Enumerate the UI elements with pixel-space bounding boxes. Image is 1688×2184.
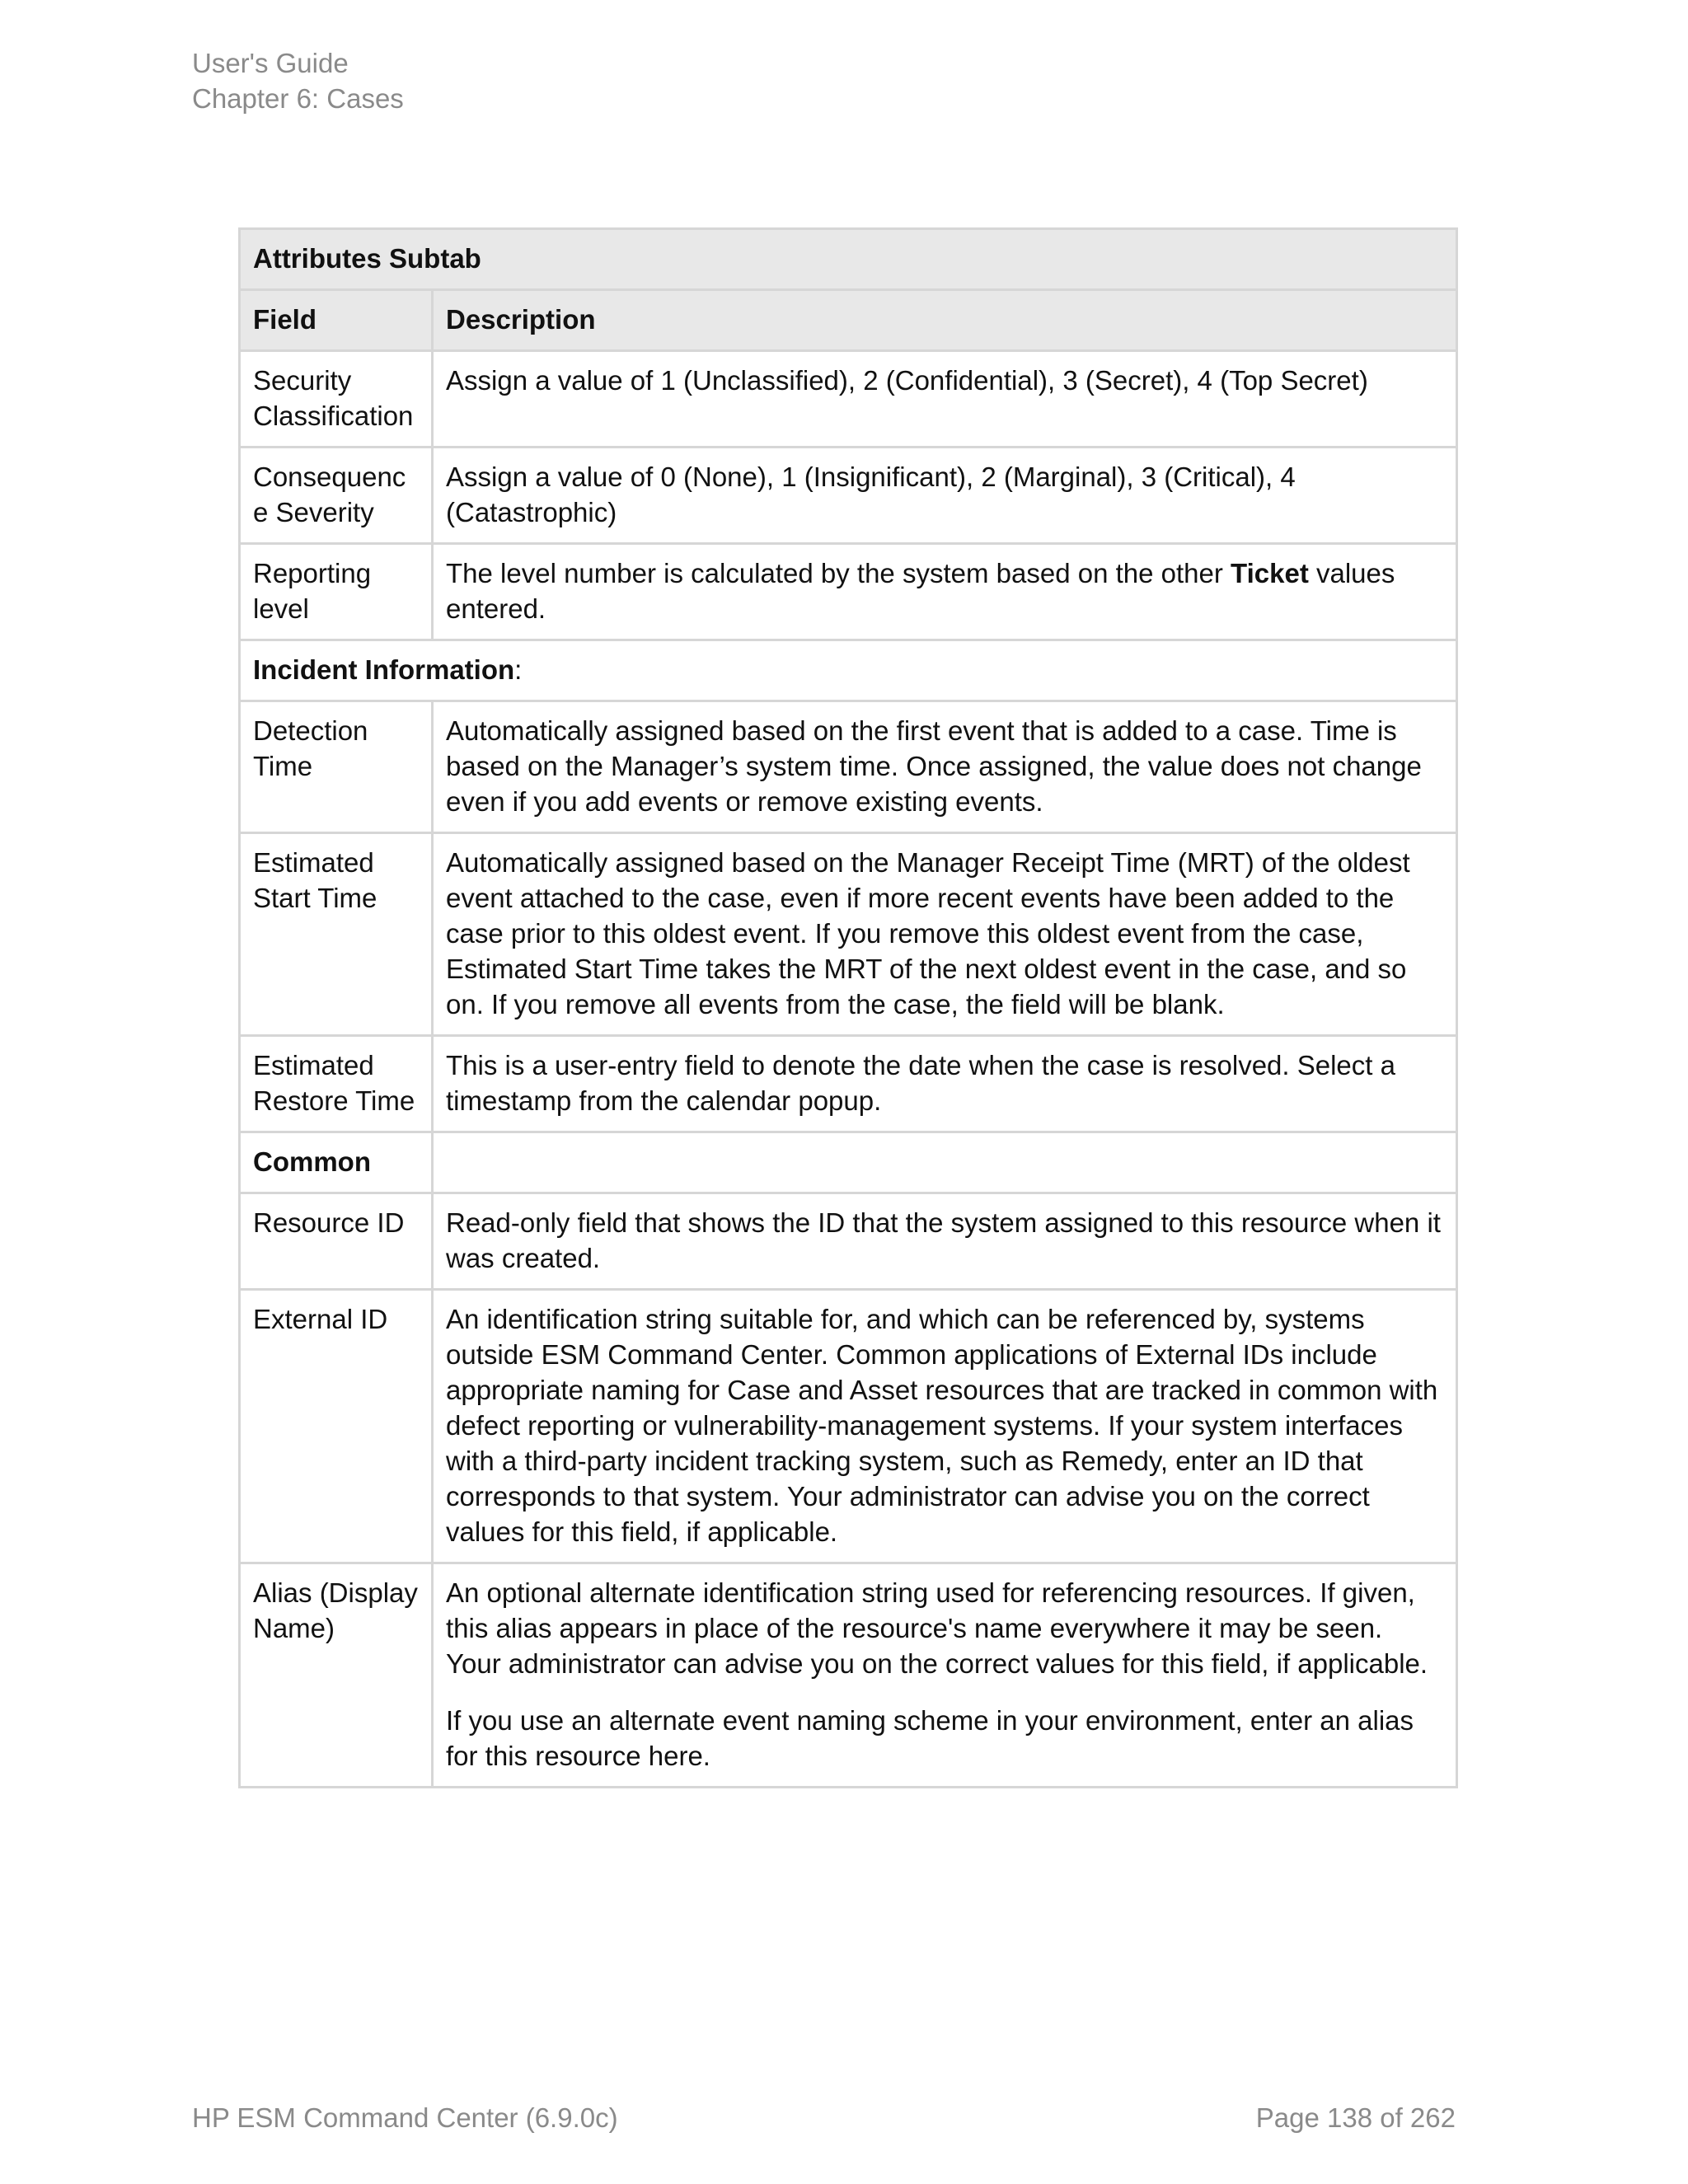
- description-paragraph: An optional alternate identification string used for referencing resources. If given, this alias appears in place of the resource's name everywhere it may be seen. Your administrator can advise you on the correct values for this field, if applicable.: [446, 1577, 1428, 1679]
- description-cell: This is a user-entry field to denote the date when the case is resolved. Select a timestamp from the calendar popup.: [433, 1036, 1457, 1132]
- field-cell: Estimated Start Time: [240, 833, 433, 1036]
- field-cell: Consequence Severity: [240, 448, 433, 544]
- table-header-row: [240, 290, 1457, 351]
- guide-title: User's Guide: [192, 48, 349, 78]
- section-row-common: [240, 1132, 1457, 1193]
- table-title-row: [240, 229, 1457, 290]
- table-row: [240, 1563, 1457, 1788]
- description-cell: Assign a value of 1 (Unclassified), 2 (Confidential), 3 (Secret), 4 (Top Secret): [433, 351, 1457, 448]
- footer-product: HP ESM Command Center (6.9.0c): [192, 2102, 618, 2133]
- chapter-title: Chapter 6: Cases: [192, 83, 404, 114]
- section-label: Incident Information: [253, 654, 515, 685]
- field-cell: Reporting level: [240, 544, 433, 640]
- field-cell: Security Classification: [240, 351, 433, 448]
- section-heading-common: Common: [240, 1132, 433, 1193]
- description-cell: Read-only field that shows the ID that the system assigned to this resource when it was created.: [433, 1193, 1457, 1290]
- field-cell: Resource ID: [240, 1193, 433, 1290]
- table-row: [240, 701, 1457, 833]
- table-row: [240, 544, 1457, 640]
- description-text: The level number is calculated by the system based on the other: [446, 558, 1231, 588]
- description-cell: [433, 544, 1457, 640]
- description-cell: Automatically assigned based on the Manager Receipt Time (MRT) of the oldest event attached to the case, even if more recent events have been added to the case prior to this oldest event. If you remove this oldest event from the case, Estimated Start Time takes the MRT of the next oldest event in the case, and so on. If you remove all events from the case, the field will be blank.: [433, 833, 1457, 1036]
- description-cell: Assign a value of 0 (None), 1 (Insignificant), 2 (Marginal), 3 (Critical), 4 (Catastrophic): [433, 448, 1457, 544]
- field-cell: Alias (Display Name): [240, 1563, 433, 1788]
- description-cell: An identification string suitable for, and which can be referenced by, systems outside ESM Command Center. Common applications of External IDs include appropriate naming for Case and Asset resources that are tracked in common with defect reporting or vulnerability-management systems. If your system interfaces with a third-party incident tracking system, such as Remedy, enter an ID that corresponds to that system. Your administrator can advise you on the correct values for this field, if applicable.: [433, 1290, 1457, 1563]
- footer-page-number: Page 138 of 262: [1255, 2102, 1456, 2133]
- table-row: [240, 351, 1457, 448]
- section-label-suffix: :: [514, 654, 523, 685]
- table-row: [240, 833, 1457, 1036]
- empty-cell: [433, 1132, 1457, 1193]
- description-cell: [433, 1563, 1457, 1788]
- field-cell: Estimated Restore Time: [240, 1036, 433, 1132]
- table-row: [240, 448, 1457, 544]
- section-heading-incident: [240, 640, 1457, 701]
- field-cell: External ID: [240, 1290, 433, 1563]
- column-header-field: Field: [240, 290, 433, 351]
- description-text: values entered.: [446, 558, 1395, 624]
- column-header-description: Description: [433, 290, 1457, 351]
- attributes-table: [238, 227, 1458, 1788]
- table-row: [240, 1036, 1457, 1132]
- table-row: [240, 1290, 1457, 1563]
- ticket-term: Ticket: [1231, 558, 1309, 588]
- description-paragraph: If you use an alternate event naming scheme in your environment, enter an alias for this resource here.: [446, 1705, 1414, 1771]
- field-cell: Detection Time: [240, 701, 433, 833]
- section-row-incident: [240, 640, 1457, 701]
- table-row: [240, 1193, 1457, 1290]
- table-title: Attributes Subtab: [240, 229, 1457, 290]
- running-header: [192, 45, 404, 116]
- description-cell: Automatically assigned based on the first event that is added to a case. Time is based on the Manager’s system time. Once assigned, the value does not change even if you add events or remove existing events.: [433, 701, 1457, 833]
